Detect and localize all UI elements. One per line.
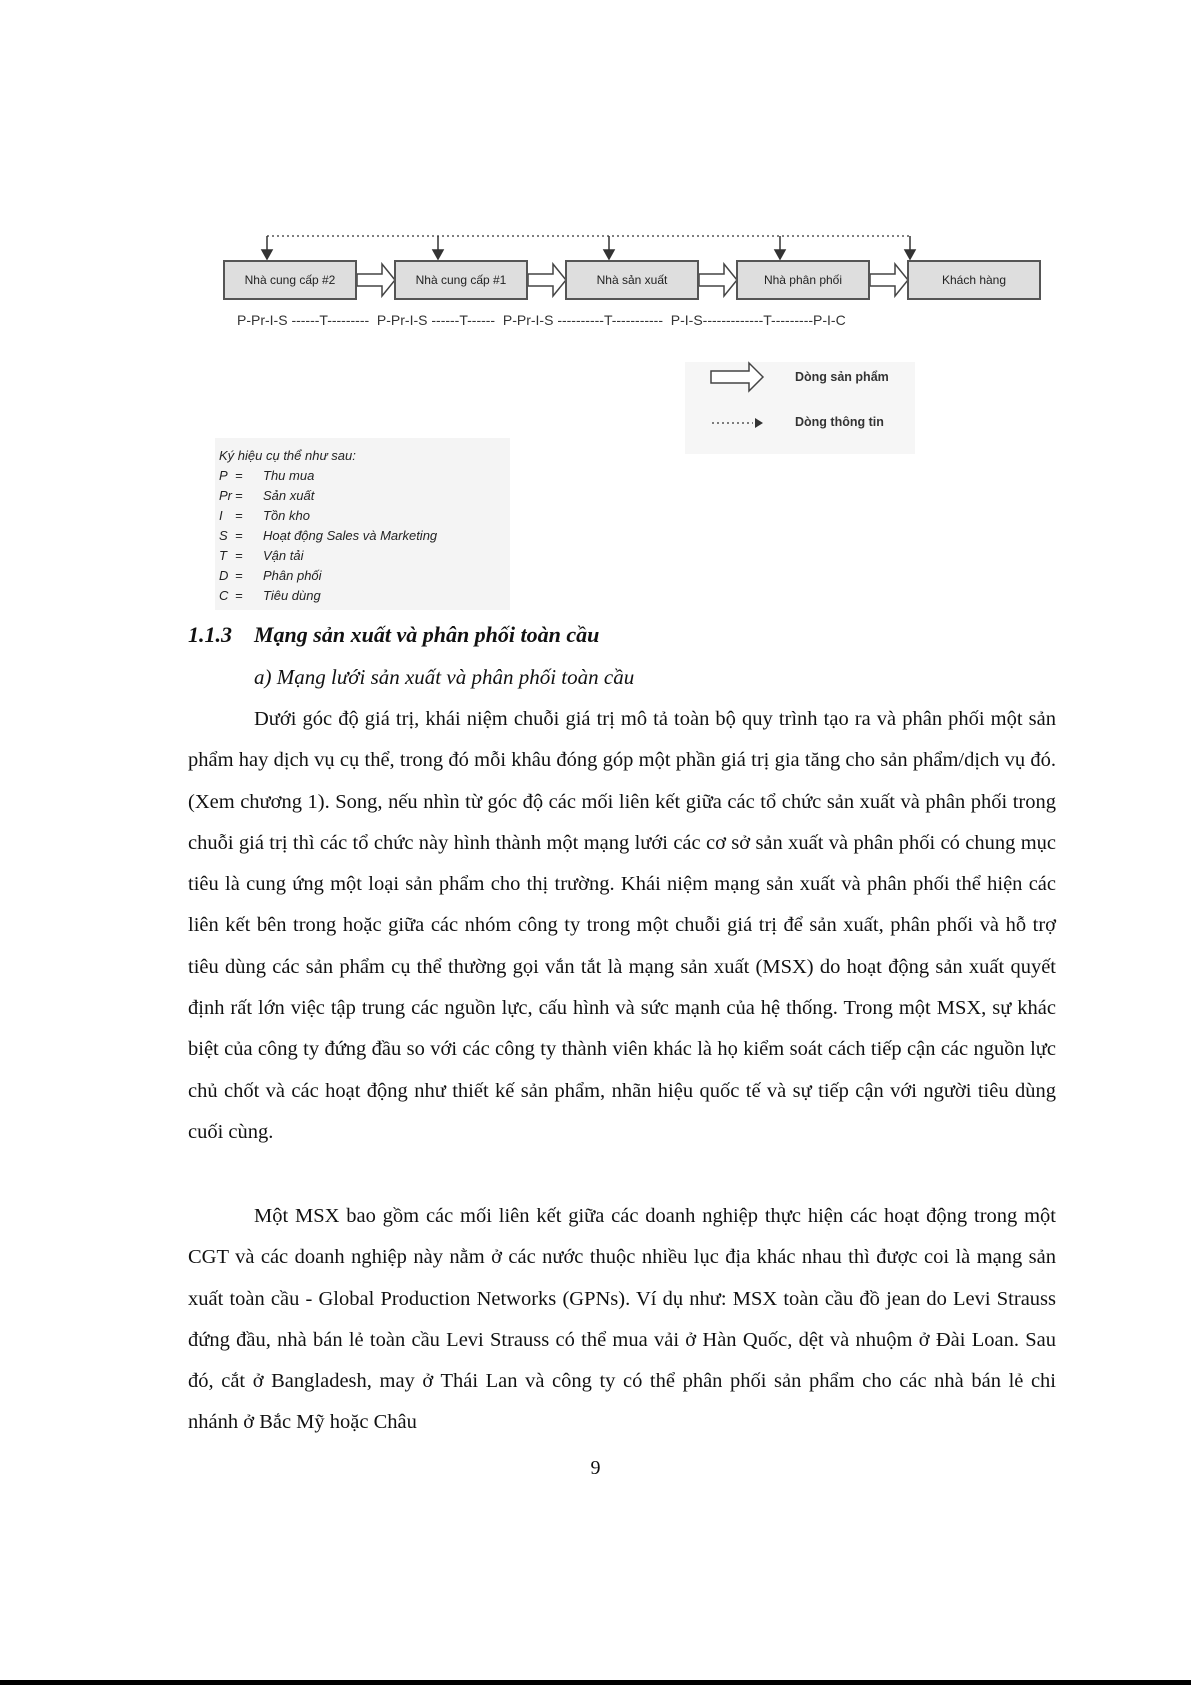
section-number: 1.1.3 xyxy=(188,622,232,647)
notation-item: I = Tồn kho xyxy=(219,508,310,523)
notation-item: Pr = Sản xuất xyxy=(219,488,315,503)
notation-item: T = Vận tải xyxy=(219,548,304,563)
notation-item: C = Tiêu dùng xyxy=(219,588,321,603)
product-arrow-2 xyxy=(528,264,566,296)
product-arrow-4 xyxy=(870,264,908,296)
chain-box-customer: Khách hàng xyxy=(907,260,1041,300)
notation-item: D = Phân phối xyxy=(219,568,322,583)
section-title: Mạng sản xuất và phân phối toàn cầu xyxy=(254,622,600,647)
body-paragraph-2: Một MSX bao gồm các mối liên kết giữa các doanh nghiệp thực hiện các hoạt động trong một CGT và các doanh nghiệp này nằm ở các nước thuộc nhiều lục địa khác nhau thì được coi là mạng sản xuất toàn cầu - Global Production Networks (GPNs). Ví dụ như: MSX toàn cầu đồ jean do Levi Strauss đứng đầu, nhà bán lẻ toàn cầu Levi Strauss có thể mua vải ở Hàn Quốc, dệt và nhuộm ở Đài Loan. Sau đó, cắt ở Bangladesh, may ở Thái Lan và công ty có thể phân phối sản phẩm cho các nhà bán lẻ chi nhánh ở Bắc Mỹ hoặc Châu xyxy=(188,1205,1056,1434)
page-number: 9 xyxy=(590,1457,601,1479)
bottom-border xyxy=(0,1680,1191,1685)
notation-title: Ký hiệu cụ thể như sau: xyxy=(219,448,356,463)
notation-item: P = Thu mua xyxy=(219,468,315,483)
chain-box-manufacturer: Nhà sản xuất xyxy=(565,260,699,300)
legend-info-flow-label: Dòng thông tin xyxy=(795,415,884,429)
chain-box-supplier-1: Nhà cung cấp #1 xyxy=(394,260,528,300)
subsection-heading: a) Mạng lưới sản xuất và phân phối toàn cầu xyxy=(254,665,635,689)
legend-product-flow-label: Dòng sản phẩm xyxy=(795,370,889,384)
notation-list xyxy=(219,446,437,606)
activity-sequence: P-Pr-I-S ------T--------- P-Pr-I-S ------T------ P-Pr-I-S ----------T----------- P-I-S-------------T---------P-I-C xyxy=(237,312,846,328)
chain-box-distributor: Nhà phân phối xyxy=(736,260,870,300)
product-arrow-3 xyxy=(699,264,737,296)
product-arrow-1 xyxy=(357,264,395,296)
supply-chain-figure xyxy=(215,220,1045,612)
notation-item: S = Hoạt động Sales và Marketing xyxy=(219,528,438,543)
chain-box-supplier-2: Nhà cung cấp #2 xyxy=(223,260,357,300)
body-paragraph-1: Dưới góc độ giá trị, khái niệm chuỗi giá trị mô tả toàn bộ quy trình tạo ra và phân phối một sản phẩm hay dịch vụ cụ thể, trong đó mỗi khâu đóng góp một phần giá trị gia tăng cho sản phẩm/dịch vụ đó. (Xem chương 1). Song, nếu nhìn từ góc độ các mối liên kết giữa các tổ chức sản xuất và phân phối trong chuỗi giá trị thì các tổ chức này hình thành một mạng lưới các cơ sở sản xuất và phân phối có chung mục tiêu là cung ứng một loại sản phẩm cho thị trường. Khái niệm mạng sản xuất và phân phối thể hiện các liên kết bên trong hoặc giữa các nhóm công ty trong một chuỗi giá trị để sản xuất, phân phối và hỗ trợ tiêu dùng các sản phẩm cụ thể thường gọi vắn tắt là mạng sản xuất (MSX) do hoạt động sản xuất quyết định rất lớn việc tập trung các nguồn lực, cấu hình và sức mạnh của hệ thống. Trong một MSX, sự khác biệt của công ty đứng đầu so với các công ty thành viên khác là họ kiểm soát cách tiếp cận các nguồn lực chủ chốt và các hoạt động như thiết kế sản phẩm, nhãn hiệu quốc tế và sự tiếp cận với người tiêu dùng cuối cùng. xyxy=(188,708,1056,1143)
section-heading xyxy=(188,622,599,648)
